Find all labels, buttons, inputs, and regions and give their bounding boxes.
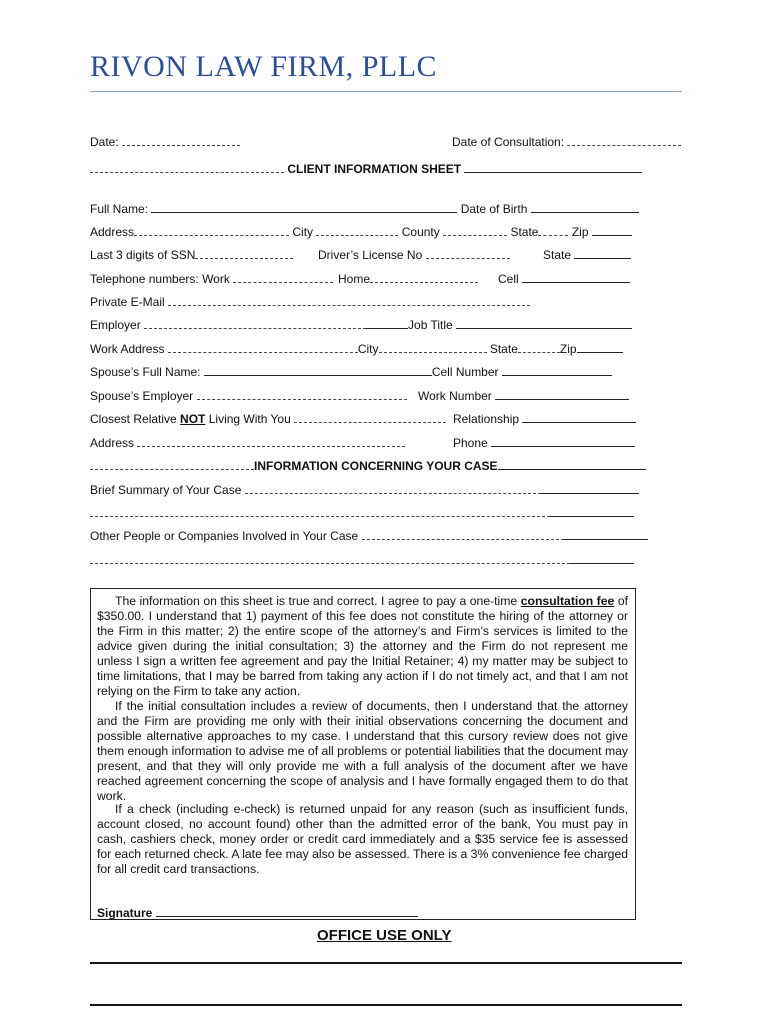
work-number-label: Work Number xyxy=(418,389,492,403)
case-heading-line-right xyxy=(498,458,646,470)
home-label: Home xyxy=(338,272,371,286)
signature-label: Signature xyxy=(97,906,153,920)
address-label: Address xyxy=(90,225,135,239)
agreement-paragraph-1 xyxy=(97,594,628,699)
telephone-row xyxy=(90,271,333,286)
spouse-employer-label: Spouse’s Employer xyxy=(90,389,194,403)
spouse-cell-field[interactable] xyxy=(502,364,612,376)
firm-title: RIVON LAW FIRM, PLLC xyxy=(90,50,438,83)
dob-field[interactable] xyxy=(531,201,639,213)
signature-field[interactable] xyxy=(156,905,418,917)
summary-field-2[interactable] xyxy=(90,505,550,517)
work-address-label: Work Address xyxy=(90,342,165,356)
state-field[interactable] xyxy=(538,224,568,236)
cell-label: Cell xyxy=(498,272,519,286)
heading-line-right xyxy=(464,161,642,173)
dob-label: Date of Birth xyxy=(460,202,528,216)
para3-text: If a check (including e-check) is returned unpaid for any reason (such as insufficient funds, account closed, no account found) other than the admitted error of the bank, You must pay in cash, cashiers check, money order or credit card immediately and a $35 service fee is assessed for each returned check. A late fee may also be assessed. There is a 3% convenience fee charged for all credit card transactions. xyxy=(97,802,628,876)
title-rule xyxy=(90,91,682,92)
date-row xyxy=(90,134,240,149)
agreement-paragraph-2 xyxy=(97,699,628,804)
para1-post: of $350.00. I understand that 1) payment of this fee does not constitute the hiring of the attorney or the Firm in this matter; 2) the entire scope of the attorney’s and Firm’s services is limited to the advice given during the initial consultation; 3) the attorney and the Firm do not represent me unless I sign a written fee agreement and pay the Initial Retainer; 4) my matter may be subject to time limitations, that I may be barred from taking any action if I do not timely act, and that I am not relying on the Firm to take any action. xyxy=(97,594,628,698)
phone-field[interactable] xyxy=(491,435,635,447)
work-state-label: State xyxy=(489,342,518,356)
relative-address-field[interactable] xyxy=(137,435,405,447)
license-row xyxy=(318,247,510,262)
client-info-heading: CLIENT INFORMATION SHEET xyxy=(287,162,462,176)
full-name-row xyxy=(90,201,639,216)
para2-text: If the initial consultation includes a review of documents, then I understand that the attorney and the Firm are providing me only with their initial observations concerning the document and possible alternative approaches to my case. I understand that this cursory review does not give them enough information to advise me of all problems or potential liabilities that the document may present, and that they will only provide me with a full analysis of the document after we have reached agreement concerning the scope of analysis and I have formally engaged them to do that work. xyxy=(97,699,628,803)
relative-row xyxy=(90,411,446,426)
relationship-row xyxy=(453,411,636,426)
spouse-employer-row xyxy=(90,388,407,403)
spouse-name-row xyxy=(90,364,612,379)
others-label: Other People or Companies Involved in Your Case xyxy=(90,529,359,543)
spouse-employer-field[interactable] xyxy=(197,388,407,400)
relative-label-pre: Closest Relative xyxy=(90,412,181,426)
relationship-label: Relationship xyxy=(453,412,520,426)
full-name-label: Full Name: xyxy=(90,202,149,216)
work-address-row xyxy=(90,341,623,356)
zip-field[interactable] xyxy=(592,224,632,236)
email-label: Private E-Mail xyxy=(90,295,165,309)
others-field-end[interactable] xyxy=(564,528,648,540)
license-label: Driver’s License No xyxy=(318,248,423,262)
consultation-fee-text: consultation fee xyxy=(520,594,615,608)
consult-date-field[interactable] xyxy=(567,134,681,146)
relative-address-label: Address xyxy=(90,436,135,450)
zip-label: Zip xyxy=(571,225,589,239)
address-field[interactable] xyxy=(134,224,289,236)
office-use-heading: OFFICE USE ONLY xyxy=(317,927,452,944)
summary-field-2-end[interactable] xyxy=(550,505,634,517)
agreement-paragraph-3 xyxy=(97,802,628,877)
job-title-label: Job Title xyxy=(408,318,453,332)
consult-date-label: Date of Consultation: xyxy=(452,135,565,149)
relative-address-row xyxy=(90,435,405,450)
ssn-field[interactable] xyxy=(195,247,293,259)
date-label: Date: xyxy=(90,135,119,149)
relative-field[interactable] xyxy=(294,411,446,423)
home-row xyxy=(338,271,478,286)
telephone-label: Telephone numbers: Work xyxy=(90,272,230,286)
work-number-field[interactable] xyxy=(495,388,629,400)
case-heading-row xyxy=(90,458,646,473)
phone-label: Phone xyxy=(453,436,488,450)
summary-row xyxy=(90,482,639,497)
summary-line-2 xyxy=(90,505,634,520)
office-line-1 xyxy=(90,962,682,964)
case-heading: INFORMATION CONCERNING YOUR CASE xyxy=(254,459,498,473)
full-name-field[interactable] xyxy=(151,201,457,213)
county-label: County xyxy=(401,225,440,239)
employer-field-end[interactable] xyxy=(366,317,408,329)
spouse-cell-label: Cell Number xyxy=(431,365,499,379)
signature-row xyxy=(97,905,418,920)
work-state-field[interactable] xyxy=(518,341,560,353)
cell-row xyxy=(498,271,630,286)
state-label: State xyxy=(510,225,539,239)
ssn-row xyxy=(90,247,293,262)
ssn-label: Last 3 digits of SSN xyxy=(90,248,196,262)
work-city-field[interactable] xyxy=(379,341,487,353)
others-row xyxy=(90,528,648,543)
para1-pre: The information on this sheet is true and correct. I agree to pay a one-time xyxy=(115,594,521,608)
city-label: City xyxy=(292,225,314,239)
license-state-row xyxy=(543,247,631,262)
summary-field[interactable] xyxy=(245,482,541,494)
heading-line-left xyxy=(90,161,284,173)
work-city-label: City xyxy=(357,342,379,356)
employer-label: Employer xyxy=(90,318,141,332)
relative-label-not: NOT xyxy=(180,412,206,426)
work-phone-field[interactable] xyxy=(233,271,333,283)
address-row xyxy=(90,224,632,239)
email-field[interactable] xyxy=(168,294,530,306)
work-number-row xyxy=(418,388,629,403)
others-field[interactable] xyxy=(362,528,564,540)
license-field[interactable] xyxy=(426,247,510,259)
city-field[interactable] xyxy=(316,224,398,236)
summary-field-end[interactable] xyxy=(541,482,639,494)
others-line-2 xyxy=(90,552,634,567)
others-field-2[interactable] xyxy=(90,552,570,564)
cell-phone-field[interactable] xyxy=(522,271,630,283)
summary-label: Brief Summary of Your Case xyxy=(90,483,242,497)
office-line-2 xyxy=(90,1004,682,1006)
license-state-label: State xyxy=(543,248,572,262)
case-heading-line-left xyxy=(90,458,254,470)
spouse-name-field[interactable] xyxy=(204,364,432,376)
date-field[interactable] xyxy=(122,134,240,146)
email-row xyxy=(90,294,530,309)
work-zip-field[interactable] xyxy=(577,341,623,353)
relationship-field[interactable] xyxy=(522,411,636,423)
spouse-name-label: Spouse’s Full Name: xyxy=(90,365,201,379)
home-phone-field[interactable] xyxy=(370,271,478,283)
phone-row xyxy=(453,435,635,450)
license-state-field[interactable] xyxy=(574,247,631,259)
employer-field[interactable] xyxy=(144,317,366,329)
work-zip-label: Zip xyxy=(559,342,577,356)
job-title-field[interactable] xyxy=(456,317,632,329)
others-field-2-end[interactable] xyxy=(570,552,634,564)
consult-date-row xyxy=(452,134,681,149)
client-info-heading-row xyxy=(90,161,642,176)
employer-row xyxy=(90,317,632,332)
work-address-field[interactable] xyxy=(168,341,358,353)
county-field[interactable] xyxy=(443,224,507,236)
relative-label-post: Living With You xyxy=(205,412,291,426)
